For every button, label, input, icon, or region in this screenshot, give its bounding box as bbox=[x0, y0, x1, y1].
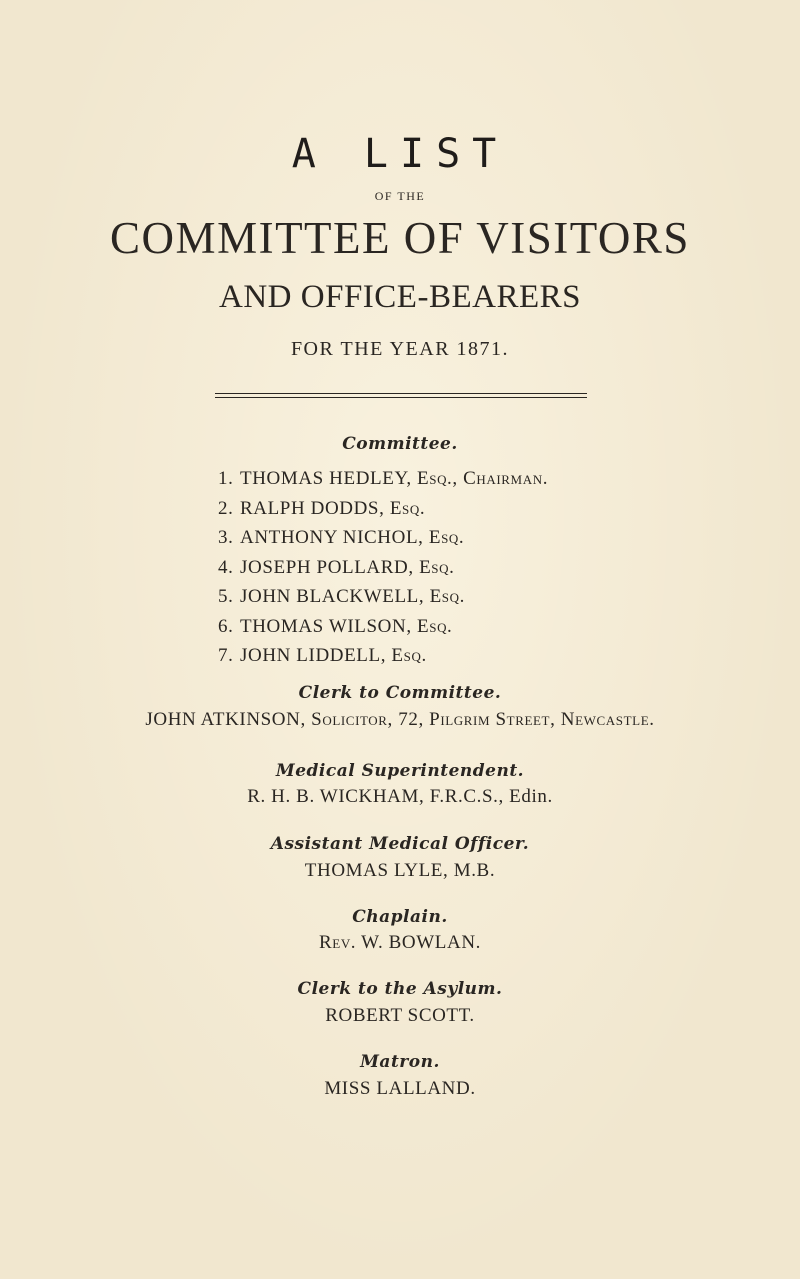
clerk-to-committee-details: Solicitor, 72, Pilgrim Street, Newcastle. bbox=[311, 709, 655, 730]
committee-member: 6. THOMAS WILSON, Esq. bbox=[218, 615, 453, 637]
year-line: FOR THE YEAR 1871. bbox=[290, 338, 510, 360]
committee-member: 2. RALPH DODDS, Esq. bbox=[218, 497, 426, 519]
main-heading: COMMITTEE OF VISITORS bbox=[110, 213, 690, 263]
clerk-to-asylum-name: ROBERT SCOTT. bbox=[325, 1005, 475, 1026]
committee-member: 3. ANTHONY NICHOL, Esq. bbox=[218, 527, 465, 548]
clerk-to-committee-name: JOHN ATKINSON, bbox=[145, 709, 306, 730]
list-title: A LIST bbox=[291, 131, 509, 177]
double-rule-divider bbox=[215, 393, 587, 399]
clerk-to-committee-entry bbox=[0, 707, 800, 733]
of-the-caption: OF THE bbox=[374, 189, 426, 203]
medical-superintendent-name: R. H. B. WICKHAM, F.R.C.S., Edin. bbox=[247, 786, 553, 807]
committee-member: 5. JOHN BLACKWELL, Esq. bbox=[218, 586, 465, 607]
committee-member: 4. JOSEPH POLLARD, Esq. bbox=[218, 556, 455, 578]
clerk-to-asylum-heading: Clerk to the Asylum. bbox=[297, 979, 503, 999]
assistant-medical-officer-name: THOMAS LYLE, M.B. bbox=[304, 860, 496, 881]
clerk-to-committee-heading: Clerk to Committee. bbox=[298, 683, 502, 703]
committee-member-list bbox=[218, 464, 738, 671]
chaplain-prefix: Rev. bbox=[319, 932, 357, 953]
committee-member: 7. JOHN LIDDELL, Esq. bbox=[218, 645, 427, 666]
sub-heading: AND OFFICE-BEARERS bbox=[219, 279, 581, 315]
chaplain-entry bbox=[0, 930, 800, 956]
chaplain-heading: Chaplain. bbox=[352, 907, 448, 927]
chaplain-name: W. BOWLAN. bbox=[361, 932, 481, 953]
matron-name: MISS LALLAND. bbox=[324, 1078, 476, 1099]
assistant-medical-officer-heading: Assistant Medical Officer. bbox=[270, 834, 530, 854]
committee-heading: Committee. bbox=[342, 434, 458, 454]
matron-heading: Matron. bbox=[360, 1052, 440, 1072]
medical-superintendent-heading: Medical Superintendent. bbox=[275, 761, 525, 781]
committee-member: 1. THOMAS HEDLEY, Esq., Chairman. bbox=[218, 468, 549, 489]
